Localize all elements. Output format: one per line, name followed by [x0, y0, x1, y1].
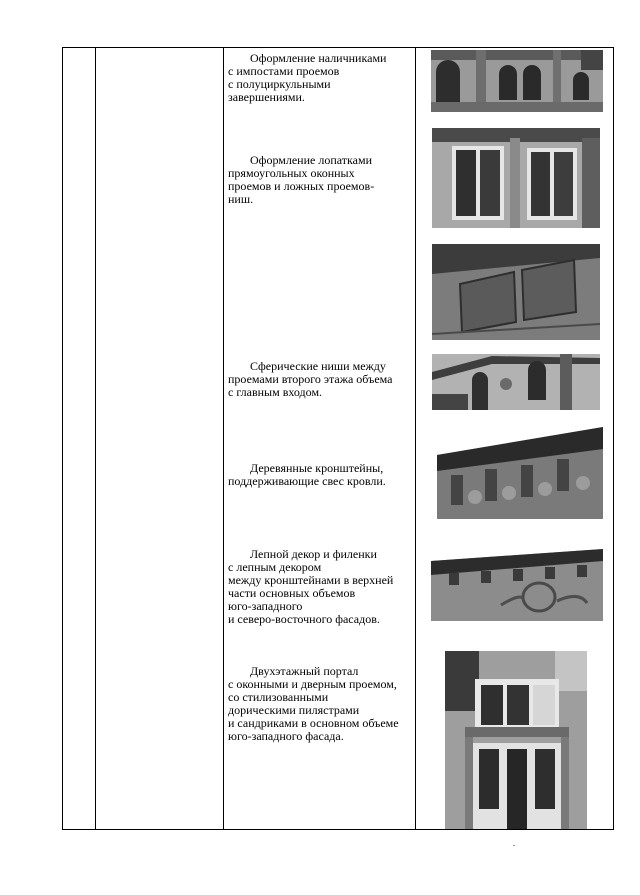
column-divider-3 [415, 47, 416, 830]
stucco-decor-photo [431, 549, 603, 621]
row-6-description: Лепной декор и филенки с лепным декором между кронштейнами в верхней части основных объемов юго-западного и северо-восточного фасадов. [228, 547, 394, 626]
spherical-niches-photo [432, 354, 600, 410]
false-window-niches-photo [432, 244, 600, 340]
two-storey-portal-photo [445, 651, 587, 829]
row-1-description: Оформление наличниками с импостами проемов с полуциркульными завершениями. [228, 51, 387, 104]
table-bottom-border [62, 829, 614, 830]
table-right-border [613, 47, 614, 830]
row-5-description: Деревянные кронштейны, поддерживающие свес кровли. [228, 461, 386, 488]
scan-artifact [513, 845, 515, 846]
arched-windows-photo [431, 50, 603, 112]
row-7-description: Двухэтажный портал с оконными и дверным проемом, со стилизованными дорическими пилястрами и сандриками в основном объеме юго-западного фасада. [228, 664, 399, 743]
row-4-description: Сферические ниши между проемами второго этажа объема с главным входом. [228, 359, 393, 399]
column-divider-2 [223, 47, 224, 830]
table-left-border [62, 47, 63, 830]
rectangular-windows-photo [432, 128, 600, 228]
column-divider-1 [95, 47, 96, 830]
row-2-description: Оформление лопатками прямоугольных оконных проемов и ложных проемов- ниш. [228, 153, 375, 206]
table-top-border [62, 47, 614, 48]
wooden-brackets-photo [437, 427, 603, 519]
